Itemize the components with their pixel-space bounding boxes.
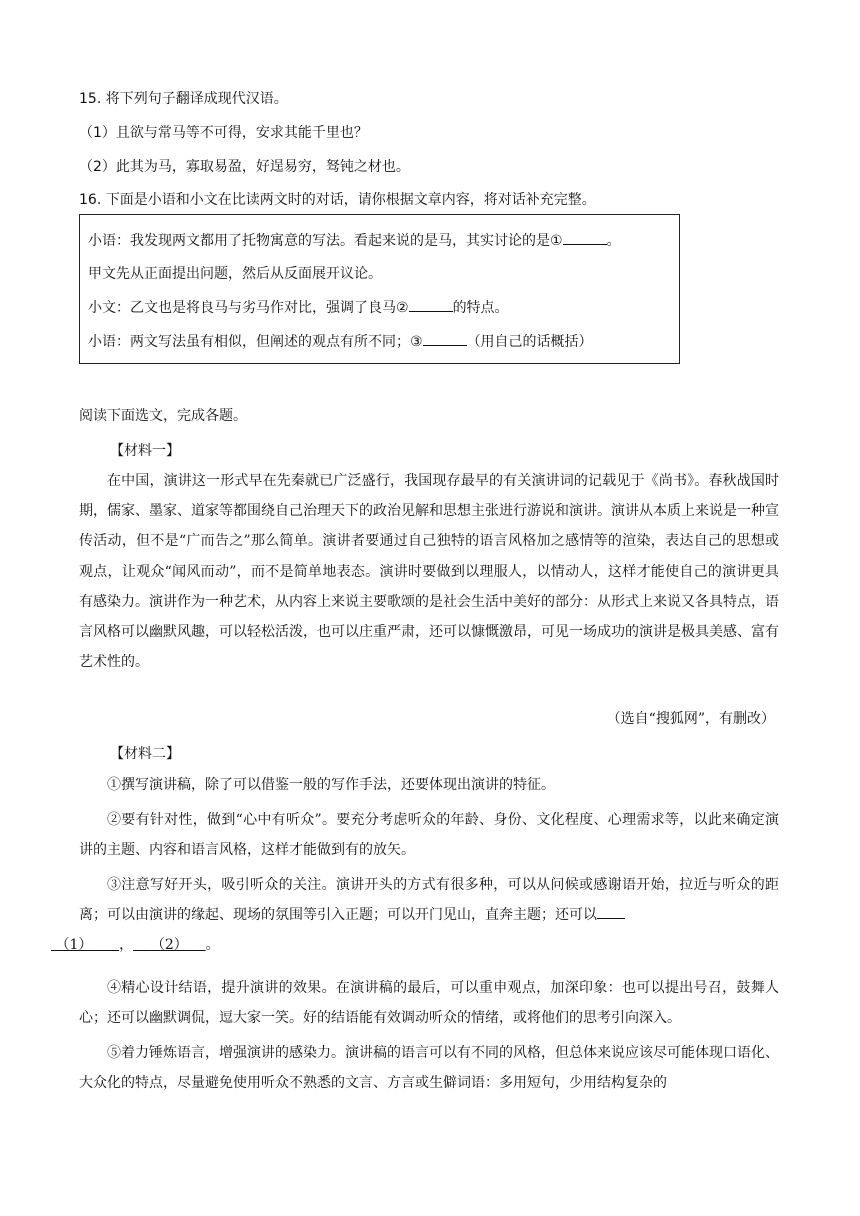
- dialogue-line-4: [88, 331, 593, 351]
- dialogue-line-1: [88, 230, 621, 250]
- reading-intro: 阅读下面选文，完成各题。: [79, 408, 247, 424]
- dialogue-line-1-end: 。: [606, 233, 621, 249]
- answer-blank-1[interactable]: [563, 230, 607, 245]
- dialogue-line-1-text: 小语：我发现两文都用了托物寓意的写法。看起来说的是马，其实讨论的是①: [88, 233, 563, 249]
- fill-blank-lead[interactable]: [597, 904, 625, 919]
- dialogue-line-3-text: 小文：乙文也是将良马与劣马作对比，强调了良马②: [88, 300, 409, 316]
- q15-title: 15. 将下列句子翻译成现代汉语。: [79, 91, 288, 107]
- fill-blank-separator: ，: [119, 937, 134, 954]
- answer-blank-2[interactable]: [409, 297, 453, 312]
- material-2-point-4: ④精心设计结语，提升演讲的效果。在演讲稿的最后，可以重申观点，加深印象：也可以提出号召，鼓舞人心；还可以幽默调侃，逗大家一笑。好的结语能有效调动听众的情绪，或将他们的思考引向深入。: [79, 980, 779, 1027]
- material-1-text: 在中国，演讲这一形式早在先秦就已广泛盛行，我国现存最早的有关演讲词的记载见于《尚书》。春秋战国时期，儒家、墨家、道家等都围绕自己治理天下的政治见解和思想主张进行游说和演讲。演讲从本质上来说是一种宣传活动，但不是“广而告之”那么简单。演讲者要通过自己独特的语言风格加之感情等的渲染，表达自己的思想或观点，让观众“闻风而动”，而不是简单地表态。演讲时要做到以理服人，以情动人，这样才能使自己的演讲更具有感染力。演讲作为一种艺术，从内容上来说主要歌颂的是社会生活中美好的部分：从形式上来说又各具特点，语言风格可以幽默风趣，可以轻松活泼，也可以庄重严肃，还可以慷慨激昂，可见一场成功的演讲是极具美感、富有艺术性的。: [79, 473, 779, 671]
- q15-sentence-2: （2）此其为马，寡取易盈，好逞易穷，驽钝之材也。: [79, 159, 410, 175]
- material-1-source: （选自“搜狐网”，有删改）: [606, 711, 775, 727]
- material-2-title: 【材料二】: [110, 746, 180, 762]
- fill-blank-row: [51, 937, 220, 953]
- dialogue-line-4-text: 小语：两文写法虽有相似，但阐述的观点有所不同；③: [88, 334, 423, 350]
- dialogue-box: [79, 214, 680, 364]
- dialogue-line-4-end: （用自己的话概括）: [466, 334, 593, 350]
- point-3-text: ③注意写好开头，吸引听众的关注。演讲开头的方式有很多种，可以从问候或感谢语开始，拉近与听众的距离；可以由演讲的缘起、现场的氛围等引入正题；可以开门见山，直奔主题；还可以: [79, 877, 779, 924]
- fill-blank-2[interactable]: [133, 937, 206, 953]
- material-2-point-5: ⑤着力锤炼语言，增强演讲的感染力。演讲稿的语言可以有不同的风格，但总体来说应该尽可能体现口语化、大众化的特点，尽量避免使用听众不熟悉的文言、方言或生僻词语：多用短句，少用结构复杂的: [79, 1045, 779, 1092]
- fill-blank-1-label: （1）: [55, 937, 93, 954]
- dialogue-line-3-end: 的特点。: [452, 300, 509, 316]
- material-2-point-1: ①撰写演讲稿，除了可以借鉴一般的写作手法，还要体现出演讲的特征。: [107, 777, 555, 793]
- material-1-title: 【材料一】: [110, 443, 180, 459]
- dialogue-line-2: 甲文先从正面提出问题，然后从反面展开议论。: [88, 266, 382, 282]
- material-2-point-2: ②要有针对性，做到“心中有听众”。要充分考虑听众的年龄、身份、文化程度、心理需求等，以此来确定演讲的主题、内容和语言风格，这样才能做到有的放矢。: [79, 812, 779, 859]
- q16-title: 16. 下面是小语和小文在比读两文时的对话，请你根据文章内容，将对话补充完整。: [79, 192, 596, 208]
- material-2-point-3: [55, 870, 779, 966]
- fill-blank-1[interactable]: [51, 937, 119, 953]
- answer-blank-3[interactable]: [423, 331, 467, 346]
- fill-blank-2-label: （2）: [150, 937, 188, 954]
- q15-sentence-1: （1）且欲与常马等不可得，安求其能千里也？: [79, 125, 368, 141]
- dialogue-line-3: [88, 297, 509, 317]
- fill-blank-end: 。: [205, 937, 220, 954]
